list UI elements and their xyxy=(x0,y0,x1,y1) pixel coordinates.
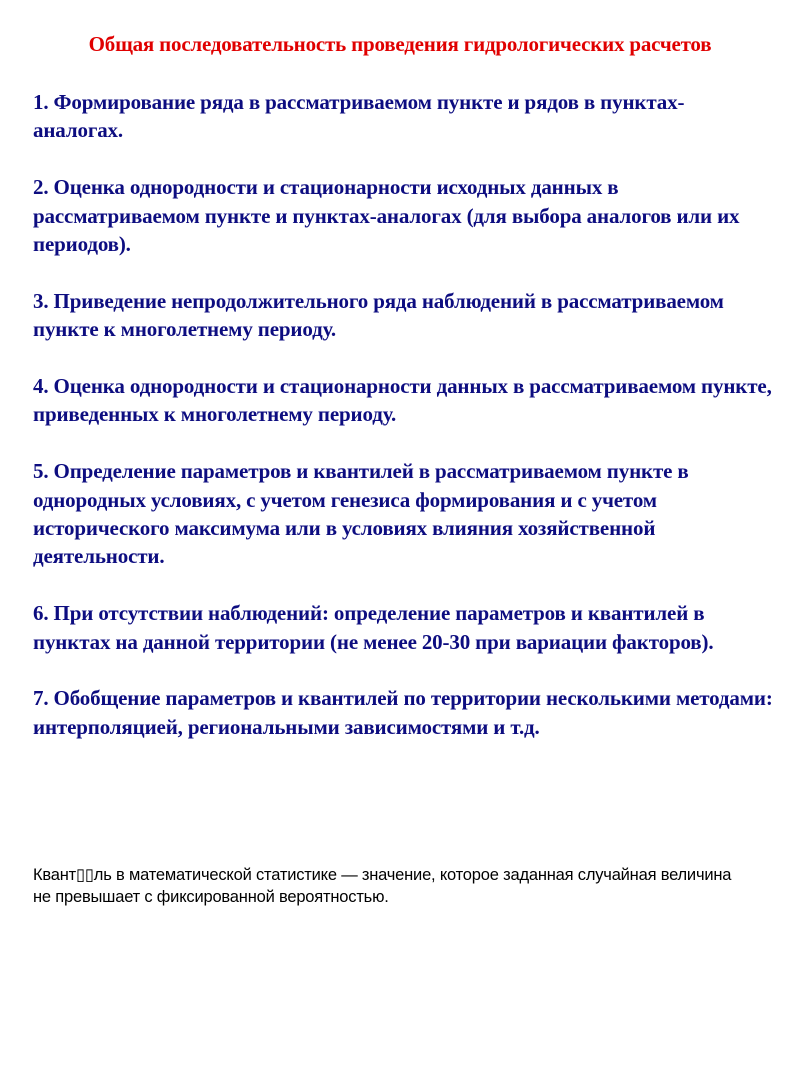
footnote-text: Квант▯▯ль в математической статистике — значение, которое заданная случайная величина не превышает с фиксированной вероятностью. xyxy=(33,866,732,906)
step-item-7: 7. Обобщение параметров и квантилей по территории несколькими методами: интерполяцией, региональными зависимостями и т.д. xyxy=(33,686,773,739)
quantile-definition-footnote xyxy=(33,864,753,908)
step-item-4: 4. Оценка однородности и стационарности данных в рассматриваемом пункте, приведенных к многолетнему периоду. xyxy=(33,374,772,427)
step-item-2: 2. Оценка однородности и стационарности исходных данных в рассматриваемом пункте и пунктах-аналогах (для выбора аналогов или их периодов). xyxy=(33,175,740,257)
step-item-3: 3. Приведение непродолжительного ряда наблюдений в рассматриваемом пункте к многолетнему периоду. xyxy=(33,288,724,342)
step-item-1: 1. Формирование ряда в рассматриваемом пункте и рядов в пунктах-аналогах. xyxy=(33,90,685,143)
step-item-6: 6. При отсутствии наблюдений: определение параметров и квантилей в пунктах на данной территории (не менее 20-30 при вариации факторов). xyxy=(33,601,714,654)
step-item-5: 5. Определение параметров и квантилей в рассматриваемом пункте в однородных условиях, с учетом генезиса формирования и с учетом исторического максимума или в условиях влияния хозяйственной деятельности. xyxy=(33,459,689,569)
steps-list xyxy=(33,88,773,770)
slide-title: Общая последовательность проведения гидрологических расчетов xyxy=(88,32,712,56)
